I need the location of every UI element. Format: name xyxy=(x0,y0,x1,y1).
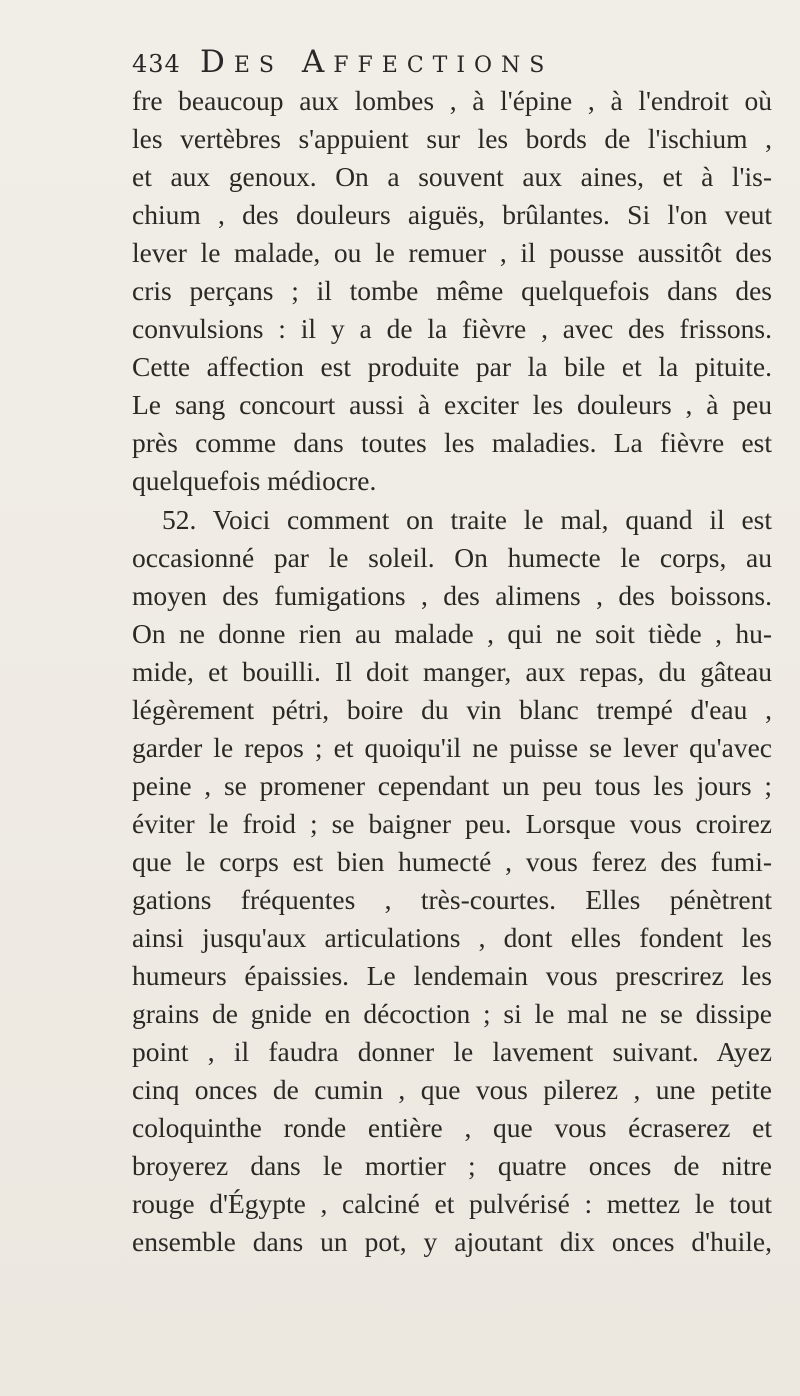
text-line: et aux genoux. On a souvent aux aines, et à l'is- xyxy=(132,161,772,193)
text-line: cris perçans ; il tombe même quelquefois dans des xyxy=(132,275,772,307)
text-line: près comme dans toutes les maladies. La fièvre est xyxy=(132,427,772,459)
text-line: humeurs épaissies. Le lendemain vous prescrirez les xyxy=(132,960,772,992)
text-line: les vertèbres s'appuient sur les bords de l'ischium , xyxy=(132,123,772,155)
text-line: broyerez dans le mortier ; quatre onces de nitre xyxy=(132,1150,772,1182)
text-line: mide, et bouilli. Il doit manger, aux repas, du gâteau xyxy=(132,655,772,687)
paragraph-end-line: quelquefois médiocre. xyxy=(132,465,377,497)
body-text xyxy=(132,82,772,1261)
text-line: légèrement pétri, boire du vin blanc trempé d'eau , xyxy=(132,693,772,725)
text-line: chium , des douleurs aiguës, brûlantes. Si l'on veut xyxy=(132,199,772,231)
text-line: fre beaucoup aux lombes , à l'épine , à l'endroit où xyxy=(132,85,772,116)
text-line: cinq onces de cumin , que vous pilerez , une petite xyxy=(132,1074,772,1106)
text-line: grains de gnide en décoction ; si le mal ne se dissipe xyxy=(132,998,772,1030)
text-line: peine , se promener cependant un peu tous les jours ; xyxy=(132,769,772,801)
text-line: garder le repos ; et quoiqu'il ne puisse se lever qu'avec xyxy=(132,731,772,763)
text-line: occasionné par le soleil. On humecte le corps, au xyxy=(132,541,772,573)
text-line: éviter le froid ; se baigner peu. Lorsque vous croirez xyxy=(132,807,772,839)
text-line: gations fréquentes , très-courtes. Elles pénètrent xyxy=(132,883,772,915)
text-line: que le corps est bien humecté , vous ferez des fumi- xyxy=(132,845,772,877)
text-line: convulsions : il y a de la fièvre , avec des frissons. xyxy=(132,313,772,345)
text-line: lever le malade, ou le remuer , il pousse aussitôt des xyxy=(132,237,772,269)
text-line: Le sang concourt aussi à exciter les douleurs , à peu xyxy=(132,389,772,421)
text-line: ensemble dans un pot, y ajoutant dix onces d'huile, xyxy=(132,1226,772,1258)
text-line: On ne donne rien au malade , qui ne soit tiède , hu- xyxy=(132,617,772,649)
text-line: ainsi jusqu'aux articulations , dont elles fondent les xyxy=(132,922,772,954)
text-line: point , il faudra donner le lavement suivant. Ayez xyxy=(132,1036,772,1068)
page-header xyxy=(132,44,692,84)
text-line: moyen des fumigations , des alimens , des boissons. xyxy=(132,579,772,611)
text-line: rouge d'Égypte , calciné et pulvérisé : mettez le tout xyxy=(132,1188,772,1220)
text-line: Cette affection est produite par la bile et la pituite. xyxy=(132,351,772,383)
page-number: 434 xyxy=(132,50,181,78)
running-title: Des Affections xyxy=(200,44,554,80)
paragraph-start-line: 52. Voici comment on traite le mal, quand il est xyxy=(162,503,772,535)
text-line: coloquinthe ronde entière , que vous écraserez et xyxy=(132,1112,772,1144)
